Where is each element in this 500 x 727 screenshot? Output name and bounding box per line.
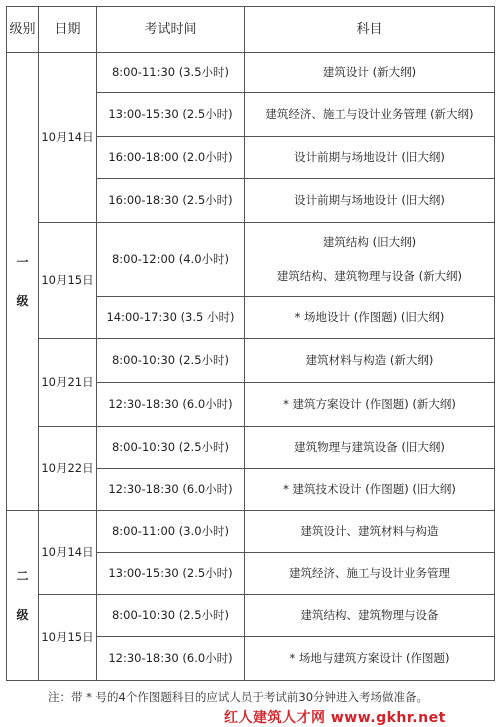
header-subject-label: 科目 (356, 21, 383, 37)
time-label: 14:00-17:30 (3.5 小时) (106, 309, 235, 324)
subject-cell (244, 510, 495, 553)
subject-label: 建筑结构、建筑物理与设备 (新大纲) (276, 268, 463, 283)
subject-label: 建筑经济、施工与设计业务管理 (新大纲) (265, 106, 474, 121)
date-label: 10月22日 (41, 460, 94, 475)
subject-cell (244, 636, 495, 681)
time-label: 8:00-10:30 (2.5小时) (111, 352, 230, 367)
level-cell (6, 52, 39, 511)
subject-label: * 建筑技术设计 (作图题) (旧大纲) (283, 481, 456, 496)
subject-cell (244, 594, 495, 637)
subject-cell (244, 178, 495, 223)
subject-cell (244, 338, 495, 383)
subject-cell (244, 382, 495, 427)
time-label: 12:30-18:30 (6.0小时) (108, 650, 233, 665)
level-cell (6, 510, 39, 681)
time-label: 8:00-11:00 (3.0小时) (111, 523, 230, 538)
time-cell (96, 296, 245, 339)
time-cell (96, 636, 245, 681)
time-label: 8:00-12:00 (4.0小时) (111, 251, 230, 266)
subject-cell (244, 136, 495, 179)
time-label: 12:30-18:30 (6.0小时) (108, 396, 233, 411)
time-cell (96, 468, 245, 511)
level-label-bottom: 级 (16, 607, 29, 622)
time-cell (96, 222, 245, 297)
time-cell (96, 510, 245, 553)
time-label: 16:00-18:00 (2.0小时) (108, 149, 233, 164)
time-label: 13:00-15:30 (2.5小时) (108, 565, 233, 580)
subject-label: 建筑设计 (新大纲) (322, 64, 417, 79)
subject-cell (244, 426, 495, 469)
subject-label: * 场地与建筑方案设计 (作图题) (289, 650, 450, 665)
date-cell (38, 510, 97, 595)
date-label: 10月14日 (41, 544, 94, 559)
subject-label: 建筑物理与建筑设备 (旧大纲) (294, 439, 445, 454)
time-cell (96, 552, 245, 595)
subject-label: 建筑材料与构造 (新大纲) (305, 352, 434, 367)
subject-label: * 建筑方案设计 (作图题) (新大纲) (283, 396, 456, 411)
time-cell (96, 382, 245, 427)
subject-label: 设计前期与场地设计 (旧大纲) (294, 149, 445, 164)
time-cell (96, 426, 245, 469)
date-cell (38, 426, 97, 511)
time-label: 16:00-18:30 (2.5小时) (108, 192, 233, 207)
header-date-label: 日期 (54, 21, 81, 37)
date-cell (38, 594, 97, 681)
header-date (38, 6, 97, 53)
subject-cell (244, 52, 495, 93)
time-cell (96, 594, 245, 637)
subject-cell (244, 468, 495, 511)
subject-label: 建筑经济、施工与设计业务管理 (289, 565, 450, 580)
subject-label: 建筑设计、建筑材料与构造 (300, 523, 439, 538)
header-level-label: 级别 (9, 21, 36, 37)
subject-cell (244, 222, 495, 297)
time-cell (96, 338, 245, 383)
time-cell (96, 92, 245, 137)
date-cell (38, 222, 97, 339)
subject-cell (244, 552, 495, 595)
level-label-bottom: 级 (16, 293, 29, 308)
footnote: 注：带 * 号的4个作图题科目的应试人员于考试前30分钟进入考场做准备。 (48, 690, 429, 704)
time-label: 8:00-10:30 (2.5小时) (111, 607, 230, 622)
header-time (96, 6, 245, 53)
date-label: 10月15日 (41, 629, 94, 644)
header-subject (244, 6, 495, 53)
time-cell (96, 136, 245, 179)
date-cell (38, 338, 97, 427)
header-time-label: 考试时间 (144, 21, 197, 37)
time-label: 13:00-15:30 (2.5小时) (108, 106, 233, 121)
date-label: 10月15日 (41, 272, 94, 287)
time-label: 12:30-18:30 (6.0小时) (108, 481, 233, 496)
level-label-top: 一 (16, 255, 29, 270)
subject-label: 建筑结构 (旧大纲) (322, 234, 417, 249)
subject-cell (244, 92, 495, 137)
header-level (6, 6, 39, 53)
time-cell (96, 178, 245, 223)
subject-label: 设计前期与场地设计 (旧大纲) (294, 192, 445, 207)
subject-label: 建筑结构、建筑物理与设备 (300, 607, 439, 622)
subject-cell (244, 296, 495, 339)
time-cell (96, 52, 245, 93)
subject-label: * 场地设计 (作图题) (旧大纲) (294, 309, 445, 324)
date-label: 10月14日 (41, 129, 94, 144)
exam-schedule-table (6, 6, 494, 680)
date-cell (38, 52, 97, 223)
time-label: 8:00-10:30 (2.5小时) (111, 439, 230, 454)
time-label: 8:00-11:30 (3.5小时) (111, 64, 230, 79)
level-label-top: 二 (16, 569, 29, 584)
watermark: 红人建筑人才网 www.gkhr.net (224, 710, 446, 726)
date-label: 10月21日 (41, 374, 94, 389)
